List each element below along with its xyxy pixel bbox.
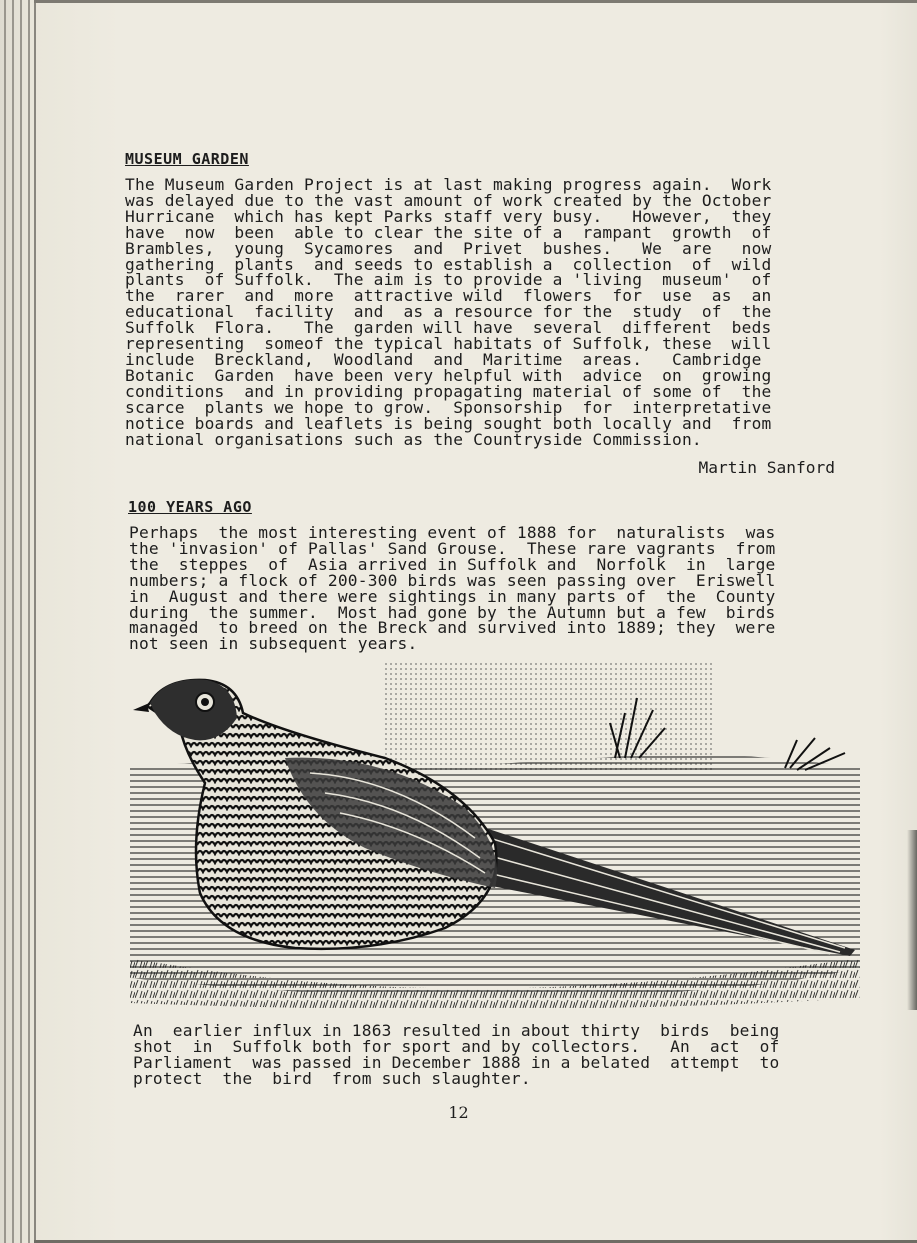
hundred-years-heading: 100 YEARS AGO [128, 498, 252, 516]
museum-garden-heading: MUSEUM GARDEN [125, 150, 249, 168]
figure-caption: An earlier influx in 1863 resulted in about thirty birds being shot in Suffolk both for sport and by collectors. An act of Parliament was passed in December 1888 in a belated attempt to protect the bird from such slaughter. [133, 1021, 780, 1088]
sand-grouse-illustration [125, 658, 860, 1016]
page-number: 12 [448, 1103, 469, 1122]
hundred-years-body: Perhaps the most interesting event of 1888 for naturalists was the 'invasion' of Pallas' Sand Grouse. These rare vagrants from the steppes of Asia arrived in Suffolk and Norfolk in large numbers; a flock of 200-300 birds was seen passing over Eriswell in August and there were sightings in many parts of the County during the summer. Most had gone by the Autumn but a few birds managed to breed on the Breck and survived into 1889; they were not seen in subsequent years. [129, 523, 776, 654]
page-edge [28, 0, 30, 1243]
page-edge [20, 0, 22, 1243]
page-edge [4, 0, 6, 1243]
page-edge [12, 0, 14, 1243]
binding-shadow [907, 830, 917, 1010]
author-signature: Martin Sanford [698, 458, 835, 477]
museum-garden-body: The Museum Garden Project is at last making progress again. Work was delayed due to the vast amount of work created by the October Hurricane which has kept Parks staff very busy. However, they have now been able to clear the site of a rampant growth of Brambles, young Sycamores and Privet bushes. We are now gathering plants and seeds to establish a collection of wild plants of Suffolk. The aim is to provide a 'living museum' of the rarer and more attractive wild flowers for use as an educational facility and as a resource for the study of the Suffolk Flora. The garden will have several different beds representing someof the typical habitats of Suffolk, these will include Breckland, Woodland and Maritime areas. Cambridge Botanic Garden have been very helpful with advice on growing conditions and in providing propagating material of some of the scarce plants we hope to grow. Sponsorship for interpretative notice boards and leaflets is being sought both locally and from national organisations such as the Countryside Commission. [125, 175, 772, 449]
page-edge [34, 0, 36, 1243]
page-top-edge [34, 0, 917, 3]
